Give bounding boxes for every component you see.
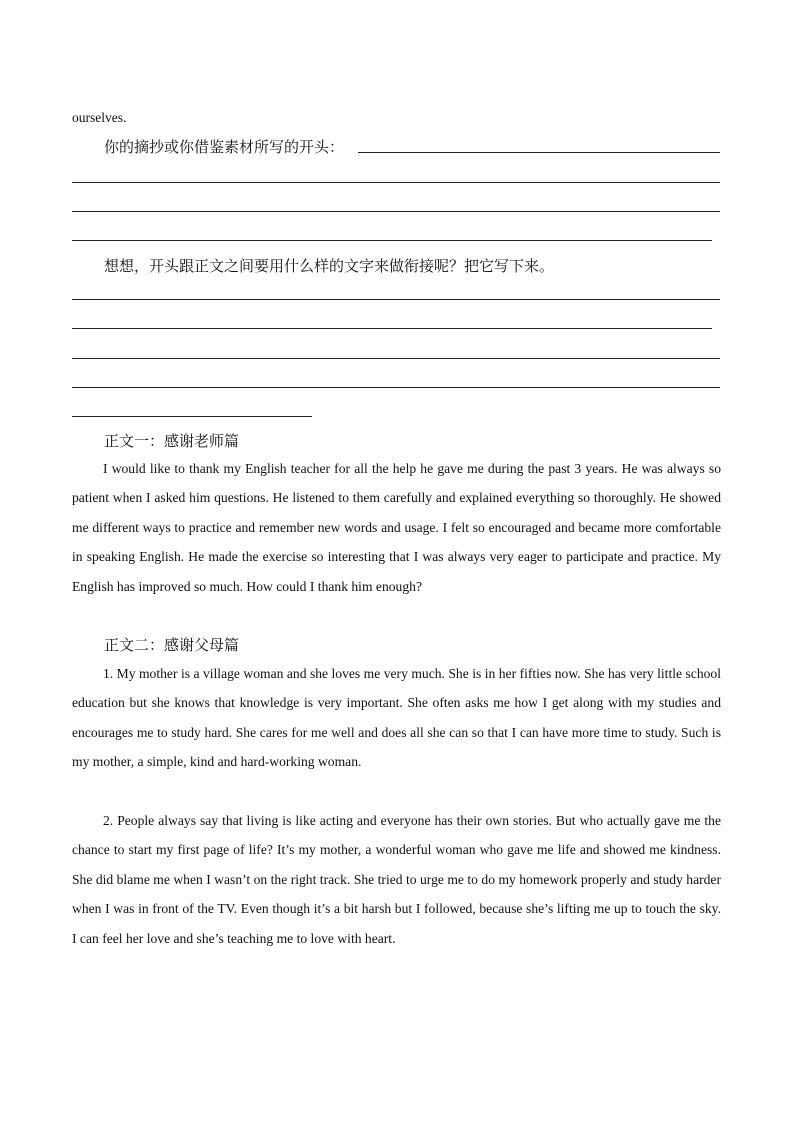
opening-answer-line-3[interactable]: [72, 211, 720, 212]
section2-paragraph-2: 2. People always say that living is like acting and everyone has their own stories. But who actually gave me the chance to start my first page of life? It’s my mother, a wonderful woman who gave me life and showed me kindness. She did blame me when I wasn’t on the right track. She tried to urge me to do my homework properly and study harder when I was in front of the TV. Even though it’s a bit harsh but I followed, because she’s lifting me up to touch the sky. I can feel her love and she’s teaching me to love with heart.: [72, 813, 721, 946]
section1-heading: 正文一：感谢老师篇: [104, 432, 240, 450]
opening-answer-line-2[interactable]: [72, 182, 720, 183]
transition-answer-line-1[interactable]: [72, 299, 720, 300]
transition-answer-line-4[interactable]: [72, 387, 720, 388]
opening-prompt: 你的摘抄或你借鉴素材所写的开头：: [104, 138, 345, 156]
intro-tail-text: ourselves.: [72, 110, 127, 125]
section2-paragraph-1: 1. My mother is a village woman and she loves me very much. She is in her fifties now. She has very little school education but she knows that knowledge is very important. She often asks me how I get along with my studies and encourages me to study hard. She cares for me well and does all she can so that I can have more time to study. Such is my mother, a simple, kind and hard-working woman.: [72, 666, 721, 770]
opening-answer-line-1[interactable]: [358, 152, 720, 153]
opening-answer-line-4[interactable]: [72, 240, 712, 241]
section1-paragraph: I would like to thank my English teacher for all the help he gave me during the past 3 years. He was always so patient when I asked him questions. He listened to them carefully and explained everything so thoroughly. He showed me different ways to practice and remember new words and usage. I felt so encouraged and became more comfortable in speaking English. He made the exercise so interesting that I was always very eager to participate and practice. My English has improved so much. How could I thank him enough?: [72, 461, 721, 594]
transition-answer-line-3[interactable]: [72, 358, 720, 359]
transition-answer-line-2[interactable]: [72, 328, 712, 329]
transition-prompt: 想想，开头跟正文之间要用什么样的文字来做衔接呢？把它写下来。: [104, 257, 555, 275]
transition-answer-line-5[interactable]: [72, 416, 312, 417]
section2-heading: 正文二：感谢父母篇: [104, 636, 240, 654]
